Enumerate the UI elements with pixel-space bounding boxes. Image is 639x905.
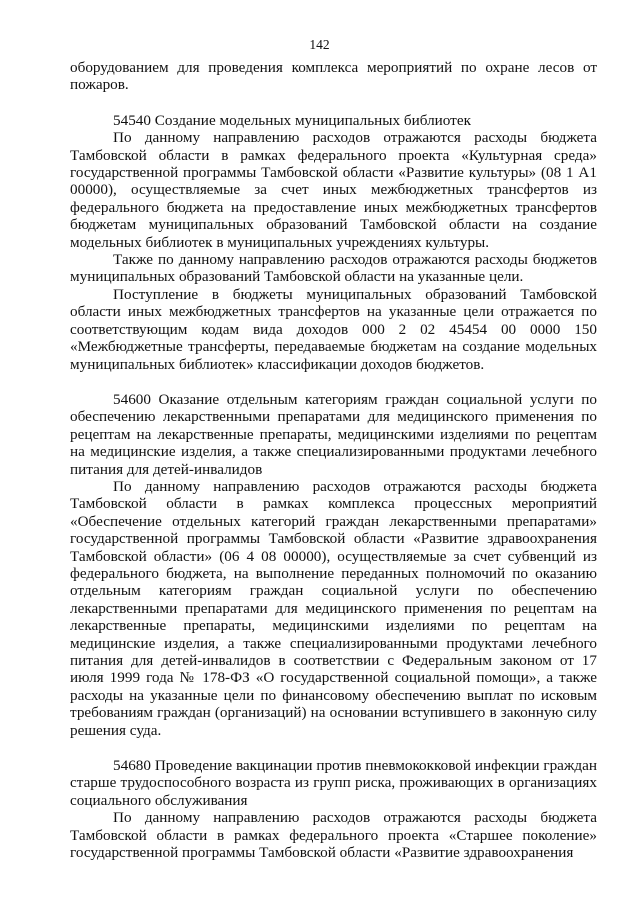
page-number: 142	[309, 37, 330, 52]
paragraph-54540-expenses: По данному направлению расходов отражаются расходы бюджета Тамбовской области в рамках федерального проекта «Культурная среда» государственной программы Тамбовской области «Развитие культуры» (08 1 А1 00000), осуществляемые за счет иных межбюджетных трансфертов из федерального бюджета на предоставление иных межбюджетных трансфертов бюджетам муниципальных образований Тамбовской области на создание модельных библиотек в муниципальных учреждениях культуры.	[70, 129, 597, 251]
paragraph-54680-expenses: По данному направлению расходов отражаются расходы бюджета Тамбовской области в рамках федерального проекта «Старшее поколение» государственной программы Тамбовской области «Развитие здравоохранения	[70, 809, 597, 862]
paragraph-continuation: оборудованием для проведения комплекса мероприятий по охране лесов от пожаров.	[70, 59, 597, 94]
document-body	[70, 59, 597, 861]
section-heading-54680: 54680 Проведение вакцинации против пневмококковой инфекции граждан старше трудоспособного возраста из групп риска, проживающих в организациях социального обслуживания	[70, 757, 597, 809]
paragraph-54540-municipal: Также по данному направлению расходов отражаются расходы бюджетов муниципальных образований Тамбовской области на указанные цели.	[70, 251, 597, 286]
paragraph-54600-expenses: По данному направлению расходов отражаются расходы бюджета Тамбовской области в рамках комплекса процессных мероприятий «Обеспечение отдельных категорий граждан лекарственными препаратами» государственной программы Тамбовской области «Развитие здравоохранения Тамбовской области» (06 4 08 00000), осуществляемые за счет субвенций из федерального бюджета, на выполнение переданных полномочий по оказанию отдельным категориям граждан социальной услуги по обеспечению лекарственными препаратами для медицинского применения по рецептам на лекарственные препараты, медицинскими изделиями по рецептам на медицинские изделия, а также специализированными продуктами лечебного питания для детей-инвалидов в соответствии с Федеральным законом от 17 июля 1999 года № 178-ФЗ «О государственной социальной помощи», а также расходы на указанные цели по финансовому обеспечению выплат по исковым требованиям граждан (организаций) на основании вступившего в законную силу решения суда.	[70, 477, 597, 739]
section-heading-54540: 54540 Создание модельных муниципальных библиотек	[113, 111, 471, 129]
section-heading-54600: 54600 Оказание отдельным категориям граждан социальной услуги по обеспечению лекарственными препаратами для медицинского применения по рецептам на лекарственные препараты, медицинскими изделиями по рецептам на медицинские изделия, а также специализированными продуктами лечебного питания для детей-инвалидов	[70, 390, 597, 478]
paragraph-54540-revenue: Поступление в бюджеты муниципальных образований Тамбовской области иных межбюджетных трансфертов на указанные цели отражается по соответствующим кодам вида доходов 000 2 02 45454 00 0000 150 «Межбюджетные трансферты, передаваемые бюджетам на создание модельных муниципальных библиотек» классификации доходов бюджетов.	[70, 285, 597, 373]
